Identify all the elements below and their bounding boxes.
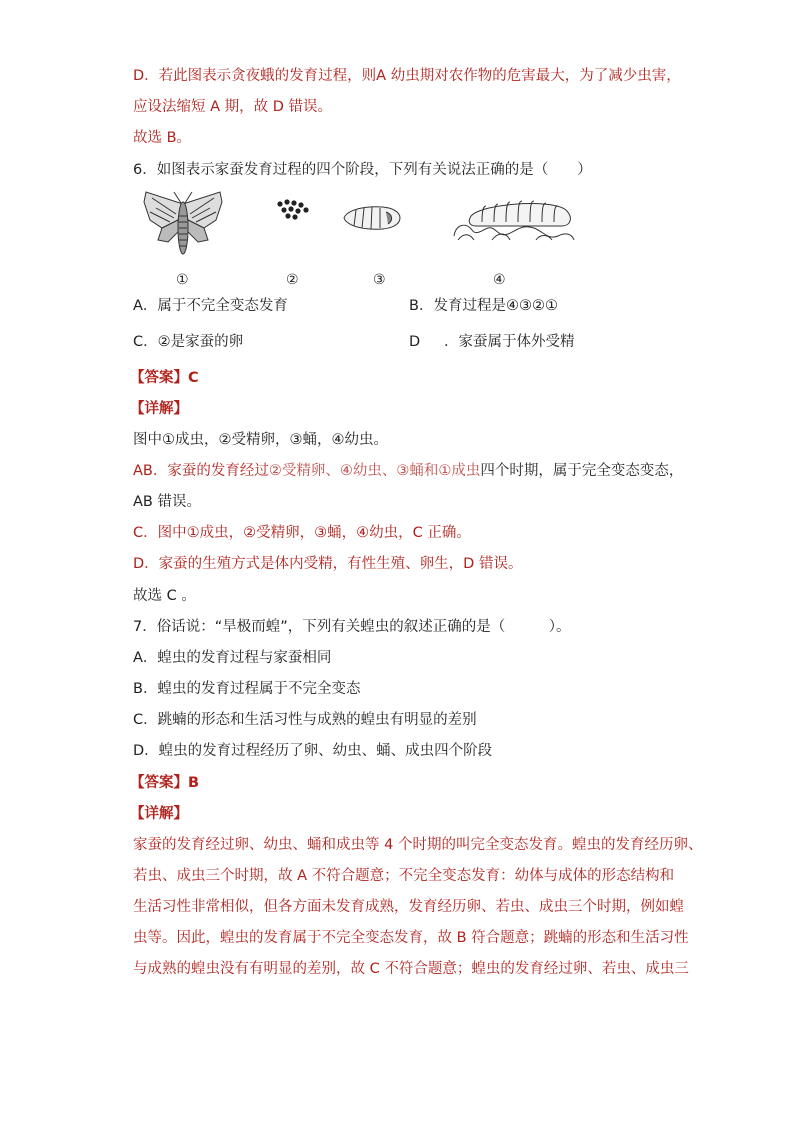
option-b: B．蝗虫的发育过程属于不完全变态 xyxy=(133,681,361,697)
option-a: A．蝗虫的发育过程与家蚕相同 xyxy=(133,650,332,666)
text-line: D．家蚕的生殖方式是体内受精，有性生殖、卵生，D 错误。 xyxy=(133,556,523,572)
moth-illustration xyxy=(142,190,224,266)
option-b: B．发育过程是④③②① xyxy=(409,298,558,314)
text-line: 应设法缩短 A 期，故 D 错误。 xyxy=(133,99,333,115)
text-line: 图中①成虫，②受精卵，③蛹，④幼虫。 xyxy=(133,432,388,448)
option-c: C．跳蝻的形态和生活习性与成熟的蝗虫有明显的差别 xyxy=(133,712,477,728)
text-span: AB．家蚕的发育经过 xyxy=(133,463,269,479)
text-line: C．图中①成虫，②受精卵，③蛹，④幼虫，C 正确。 xyxy=(133,525,471,541)
option-a: A．属于不完全变态发育 xyxy=(133,298,288,314)
option-d-letter: D xyxy=(409,334,421,350)
text-line: 故选 C 。 xyxy=(133,588,196,604)
figure-label-1: ① xyxy=(176,272,189,288)
detail-label: 【详解】 xyxy=(130,806,188,822)
answer-label: 【答案】C xyxy=(130,370,199,386)
answer-label: 【答案】B xyxy=(130,775,200,791)
text-line: 虫等。因此，蝗虫的发育属于不完全变态发育，故 B 符合题意；跳蝻的形态和生活习性 xyxy=(133,930,689,946)
text-span: 四个时期，属于完全变态变态， xyxy=(480,463,684,479)
text-line: 家蚕的发育经过卵、幼虫、蛹和成虫等 4 个时期的叫完全变态发育。蝗虫的发育经历卵、 xyxy=(133,837,703,853)
text-line: 若虫、成虫三个时期，故 A 不符合题意；不完全变态发育：幼体与成体的形态结构和 xyxy=(133,868,675,884)
larva-illustration xyxy=(452,196,576,244)
figure-label-2: ② xyxy=(286,272,299,288)
detail-label: 【详解】 xyxy=(130,401,188,417)
option-d: ．家蚕属于体外受精 xyxy=(444,334,575,350)
pupa-illustration xyxy=(342,204,404,232)
text-span: ②受精卵、④幼虫、③蛹和①成虫 xyxy=(268,463,481,479)
text-line: 故选 B。 xyxy=(133,130,192,146)
text-line: D．若此图表示贪夜蛾的发育过程，则A 幼虫期对农作物的危害最大，为了减少虫害， xyxy=(133,68,681,84)
figure-label-3: ③ xyxy=(373,272,386,288)
figure-label-4: ④ xyxy=(493,272,506,288)
eggs-illustration xyxy=(276,198,312,220)
option-c: C．②是家蚕的卵 xyxy=(133,334,244,350)
text-line: 生活习性非常相似，但各方面未发育成熟，发育经历卵、若虫、成虫三个时期，例如蝗 xyxy=(133,899,684,915)
option-d: D．蝗虫的发育过程经历了卵、幼虫、蛹、成虫四个阶段 xyxy=(133,743,493,759)
text-line: AB 错误。 xyxy=(133,494,201,510)
question-6-stem: 6．如图表示家蚕发育过程的四个阶段，下列有关说法正确的是（ ） xyxy=(133,162,592,178)
text-line: 与成熟的蝗虫没有有明显的差别，故 C 不符合题意；蝗虫的发育经过卵、若虫、成虫三 xyxy=(133,961,689,977)
text-line xyxy=(133,461,683,481)
question-7-stem: 7．俗话说：“旱极而蝗”，下列有关蝗虫的叙述正确的是（ ）。 xyxy=(133,619,571,635)
